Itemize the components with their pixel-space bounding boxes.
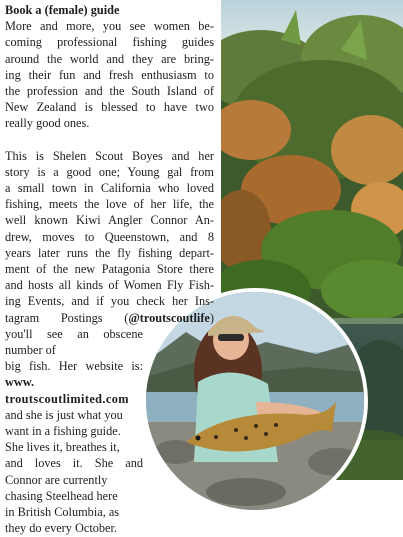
text-line: More and more, you see women be- [5, 19, 214, 34]
text-line: a small town in California who loved [5, 181, 214, 196]
text-line: chasing Steelhead here [5, 488, 118, 503]
text-line: and hosts all kinds of Women Fly Fish- [5, 278, 214, 293]
paragraph-intro [5, 18, 214, 131]
text-line: drew, moves to Queenstown, and 8 [5, 229, 214, 244]
paragraph-story [5, 148, 214, 537]
text-line: and loves it. She and [5, 456, 143, 471]
text-line: She lives it, breathes it, [5, 440, 120, 455]
text-line: ing their fun and fresh enthusiasm to [5, 67, 214, 82]
text-line: really good ones. [5, 116, 90, 131]
text-line: and she is just what you [5, 407, 123, 422]
article-title: Book a (female) guide [5, 3, 120, 17]
text-line: New Zealand is blessed to have two [5, 100, 214, 115]
text-fragment: big fish. Her website is: [5, 359, 143, 374]
text-line: story is a good one; Young gal from [5, 164, 214, 179]
text-line [5, 358, 143, 390]
text-line: around the world and they are bring- [5, 51, 214, 66]
text-line: they do every October. [5, 521, 117, 536]
text-fragment: ) [209, 310, 214, 325]
website-link-part1[interactable]: www. [5, 375, 35, 390]
text-line: coming professional fishing guides [5, 35, 214, 50]
text-line: you'll see an obscene number of [5, 326, 143, 358]
text-line: fishing, meets the love of her life, the [5, 197, 214, 212]
text-line: ment of the new Patagonia Store there [5, 262, 214, 277]
text-line: the profession and the South Island of [5, 84, 214, 99]
text-line: ing Events, and if you check her Ins- [5, 294, 214, 309]
text-line [5, 310, 214, 326]
text-line: well known Kiwi Angler Connor An- [5, 213, 214, 228]
website-link[interactable]: troutscoutlimited.com [5, 391, 129, 406]
instagram-handle[interactable]: @troutscoutlife [128, 310, 210, 325]
text-line: years later runs the fly fishing depart- [5, 245, 214, 260]
text-fragment: tagram Postings ( [5, 310, 129, 325]
text-line: Connor are currently [5, 472, 108, 487]
text-line: This is Shelen Scout Boyes and her [5, 148, 214, 163]
article-text [5, 0, 214, 537]
text-line: in British Columbia, as [5, 505, 120, 520]
text-line: want in a fishing guide. [5, 424, 121, 439]
